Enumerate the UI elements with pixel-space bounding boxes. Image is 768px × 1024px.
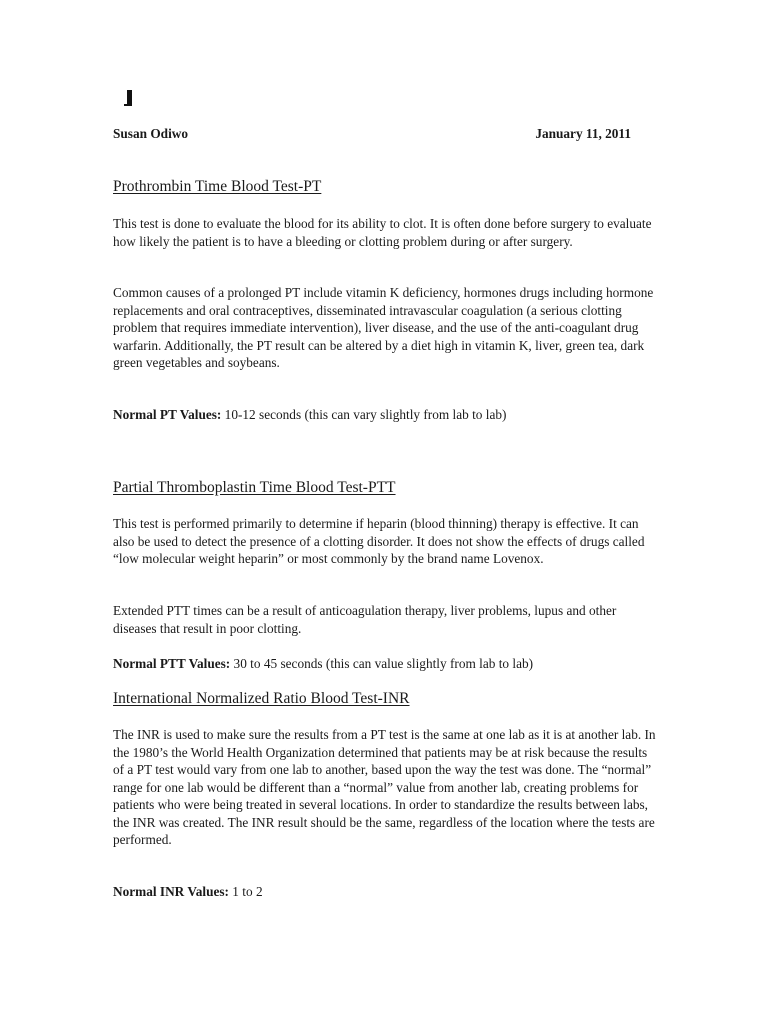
ptt-paragraph-1: This test is performed primarily to determine if heparin (blood thinning) therapy is effective. It can also be used to detect the presence of a clotting disorder. It does not show the effects of drugs called “low molecular weight heparin” or most commonly by the brand name Lovenox.: [113, 516, 645, 566]
author-name: Susan Odiwo: [113, 126, 189, 141]
inr-values-text: 1 to 2: [228, 884, 263, 899]
inr-values-label: Normal INR Values:: [113, 884, 229, 899]
ptt-values-text: 30 to 45 seconds (this can value slightly from lab to lab): [230, 656, 534, 671]
ptt-values-label: Normal PTT Values:: [113, 656, 231, 671]
ptt-paragraph-2: Extended PTT times can be a result of anticoagulation therapy, liver problems, lupus and other diseases that result in poor clotting.: [113, 603, 617, 636]
text-cursor-icon: [127, 90, 132, 106]
section-title-inr: International Normalized Ratio Blood Test-INR: [113, 690, 410, 707]
document-page: [113, 0, 658, 1024]
pt-paragraph-2: Common causes of a prolonged PT include vitamin K deficiency, hormones drugs including hormone replacements and oral contraceptives, disseminated intravascular coagulation (a serious clotting problem that requires immediate intervention), liver disease, and the use of the anti-coagulant drug warfarin. Additionally, the PT result can be altered by a diet high in vitamin K, liver, green tea, dark green vegetables and soybeans.: [113, 285, 654, 370]
inr-paragraph-1: The INR is used to make sure the results from a PT test is the same at one lab as it is at another lab. In the 1980’s the World Health Organization determined that patients may be at risk because the results of a PT test would vary from one lab to another, based upon the way the test was done. The “normal” range for one lab would be different than a “normal” value from another lab, creating problems for patients who were being treated in several locations. In order to standardize the results between labs, the INR was created. The INR result should be the same, regardless of the location where the tests are performed.: [113, 727, 656, 847]
document-date: January 11, 2011: [535, 126, 631, 141]
pt-values-text: 10-12 seconds (this can vary slightly from lab to lab): [221, 407, 507, 422]
pt-values-label: Normal PT Values:: [113, 407, 222, 422]
ptt-normal-values: [113, 655, 533, 673]
pt-normal-values: [113, 406, 506, 424]
document-header: [113, 125, 631, 143]
pt-paragraph-1: This test is done to evaluate the blood for its ability to clot. It is often done before surgery to evaluate how likely the patient is to have a bleeding or clotting problem during or after surgery.: [113, 216, 652, 249]
section-title-pt: Prothrombin Time Blood Test-PT: [113, 178, 322, 195]
section-title-ptt: Partial Thromboplastin Time Blood Test-PTT: [113, 479, 396, 496]
inr-normal-values: [113, 883, 263, 901]
